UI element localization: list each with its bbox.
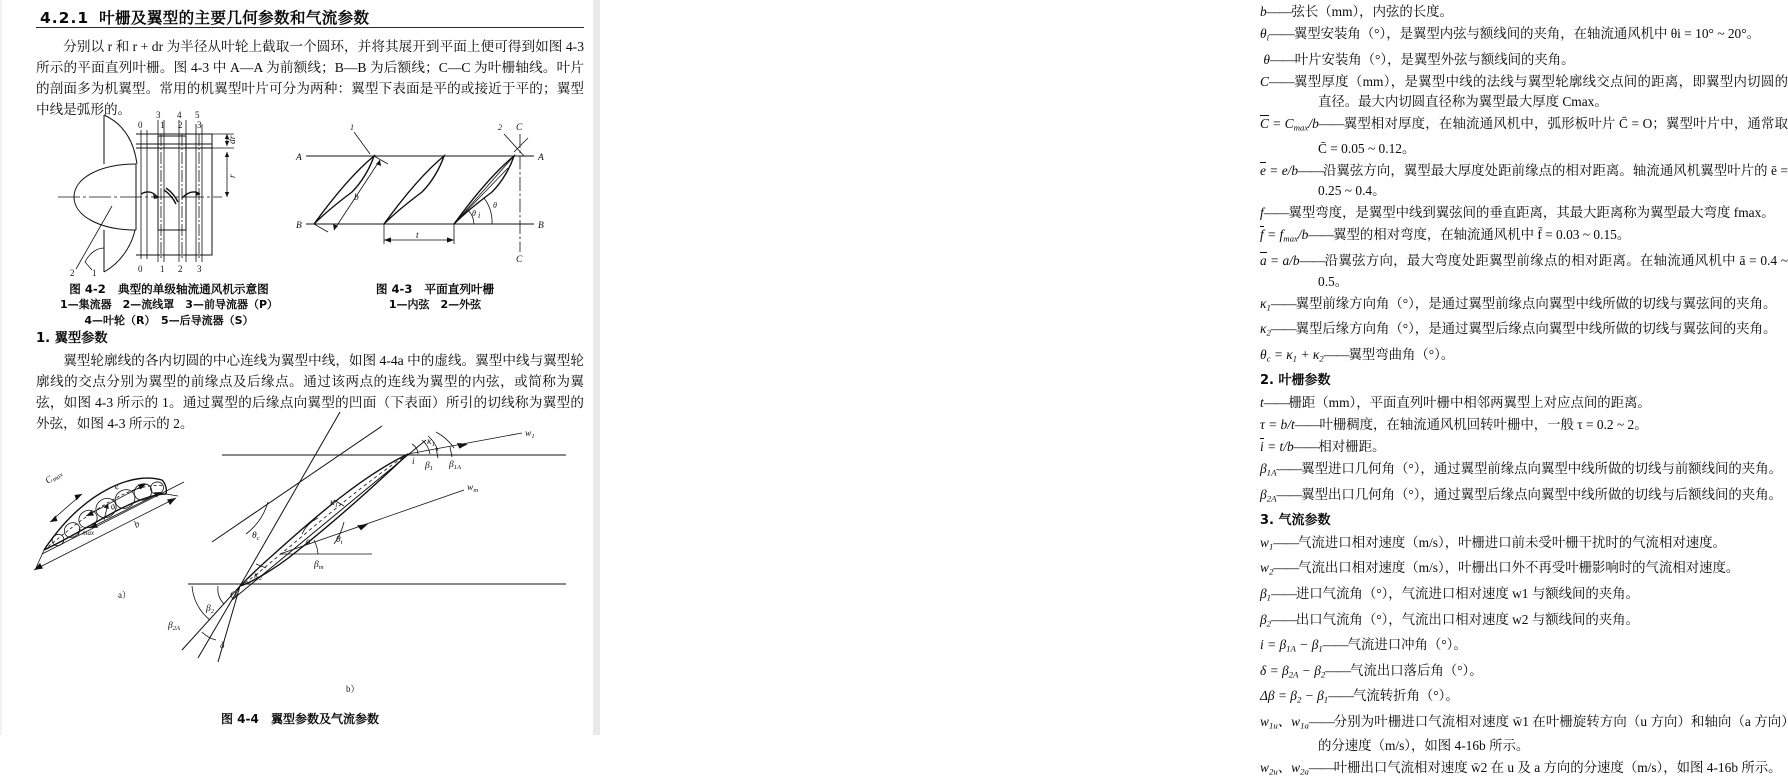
definition-w2-components-body: 叶栅出口气流相对速度 w̄2 在 u 及 a 方向的分速度（m/s），如图 4-16b 所示。 bbox=[1333, 760, 1782, 775]
definition-theta-body: 叶片安装角（°），是翼型外弦与额线间的夹角。 bbox=[1294, 51, 1575, 67]
definition-w1-components-body: 分别为叶栅进口气流相对速度 w̄1 在叶栅旋转方向（u 方向）和轴向（a 方向）的分速度（m/s），如图 4-16b 所示。 bbox=[1318, 713, 1788, 753]
figure-4-4-number: 图 4-4 bbox=[221, 712, 259, 726]
figure-4-3-number: 图 4-3 bbox=[375, 282, 413, 296]
figure-4-4 bbox=[26, 418, 566, 710]
svg-text:w1: $w_1$ bbox=[525, 429, 535, 440]
definition-a-bar-body: 沿翼弦方向，最大弯度处距翼型前缘点的相对距离。在轴流通风机中 ā = 0.4 ~ 0.5。 bbox=[1318, 252, 1788, 289]
svg-text:1: 1 bbox=[160, 264, 165, 274]
definition-item-w1-components: $w_{1u}$、$w_{1a}——$分别为叶栅进口气流相对速度 w̄1 在叶栅旋转方向（u 方向）和轴向（a 方向）的分速度（m/s），如图 4-16b 所示。 bbox=[1260, 713, 1788, 753]
definition-item-theta-i: $\theta_i——$翼型安装角（°），是翼型内弦与额线间的夹角，在轴流通风机中 θi = 10° ~ 20°。 bbox=[1260, 24, 1788, 48]
svg-text:1: 1 bbox=[160, 120, 165, 130]
definition-list bbox=[1260, 2, 1788, 784]
definition-w1-body: 气流进口相对速度（m/s），叶栅进口前未受叶栅干扰时的气流相对速度。 bbox=[1298, 534, 1726, 550]
definition-deviation-body: 气流出口落后角（°）。 bbox=[1350, 662, 1483, 678]
svg-text:A: A bbox=[538, 153, 544, 163]
column-gutter-divider bbox=[593, 0, 600, 735]
term-w1: $w_1$ bbox=[1260, 534, 1274, 552]
figure-4-4-drawing bbox=[26, 418, 566, 710]
svg-text:β2A: $\beta_{2A}$ bbox=[168, 621, 181, 632]
svg-text:1: 1 bbox=[92, 268, 97, 278]
paragraph-intro bbox=[36, 36, 584, 120]
svg-text:2: 2 bbox=[498, 123, 502, 132]
term-beta-2: $\beta_2$ bbox=[1260, 611, 1272, 629]
definition-item-w1: $w_1——$气流进口相对速度（m/s），叶栅进口前未受叶栅干扰时的气流相对速度。 bbox=[1260, 533, 1788, 557]
figure-4-2-legend-1: 1—集流器 2—流线罩 3—前导流器（P） bbox=[59, 298, 279, 311]
svg-text:dr: dr bbox=[228, 135, 238, 144]
svg-text:θ: θ bbox=[493, 201, 497, 210]
definition-item-f: f——翼型弯度，是翼型中线到翼弦间的垂直距离，其最大距离称为翼型最大弯度 fmax。 bbox=[1260, 203, 1788, 224]
definition-item-beta-2A: $\beta_{2A}——$翼型出口几何角（°），通过翼型后缘点向翼型中线所做的切线与后额线间的夹角。 bbox=[1260, 485, 1788, 509]
svg-text:2: 2 bbox=[178, 120, 183, 130]
term-a-bar: a = a/b bbox=[1260, 252, 1300, 268]
svg-text:b: b bbox=[132, 519, 142, 531]
definition-item-C: C——翼型厚度（mm），是翼型中线的法线与翼型轮廓线交点间的距离，即翼型内切圆的直径。最大内切圆直径称为翼型最大厚度 Cmax。 bbox=[1260, 73, 1788, 110]
svg-text:θc: $\theta_c$ bbox=[252, 531, 260, 542]
term-incidence: $i = \beta_{1A} - \beta_1$ bbox=[1260, 637, 1323, 654]
definition-item-turning: $\Delta\beta = \beta_2$ − $\beta_1——$气流转折角（°）。 bbox=[1260, 686, 1788, 710]
definition-e-bar-body: 沿翼弦方向，翼型最大厚度处距前缘点的相对距离。轴流通风机翼型叶片的 ē = 0.25 ~ 0.4。 bbox=[1318, 162, 1788, 199]
svg-text:b）: b） bbox=[346, 684, 360, 694]
svg-text:e: e bbox=[112, 481, 122, 493]
term-w2-components: $w_{2u}$、$w_{2a}$ bbox=[1260, 760, 1309, 777]
left-column bbox=[0, 0, 593, 735]
svg-text:δ: δ bbox=[220, 641, 225, 651]
figure-4-3-drawing bbox=[292, 116, 560, 276]
figure-4-2-title: 典型的单级轴流通风机示意图 bbox=[117, 282, 269, 296]
definition-beta-1-body: 进口气流角（°），气流进口相对速度 w1 与额线间的夹角。 bbox=[1295, 586, 1639, 602]
term-theta-i: $\theta_i$ bbox=[1260, 26, 1270, 43]
svg-text:β1A: $\beta_{1A}$ bbox=[449, 460, 462, 471]
definition-theta-i-body: 翼型安装角（°），是翼型内弦与额线间的夹角，在轴流通风机中 θi = 10° ~ 20°。 bbox=[1293, 26, 1760, 42]
figure-4-2-caption bbox=[44, 281, 294, 329]
definition-item-w2: $w_2——$气流出口相对速度（m/s），叶栅出口外不再受叶栅影响时的气流相对速度。 bbox=[1260, 558, 1788, 582]
term-kappa-2: $\kappa_2$ bbox=[1260, 321, 1271, 338]
term-C-bar: $C = C_{max}/b$ bbox=[1260, 116, 1319, 133]
term-tau: τ = b/t bbox=[1260, 417, 1295, 432]
subheading-flow-params: 3. 气流参数 bbox=[1260, 512, 1331, 528]
definition-item-beta-2: $\beta_2——$出口气流角（°），气流出口相对速度 w2 与额线间的夹角。 bbox=[1260, 610, 1788, 634]
paragraph-airfoil-text: 翼型轮廓线的各内切圆的中心连线为翼型中线，如图 4-4a 中的虚线。翼型中线与翼型轮廓线的交点分别为翼型的前缘点及后缘点。通过该两点的连线为翼型的内弦，或简称为翼弦，如图 4-3 所示的 1。通过翼型的后缘点向翼型的凹面（下表面）所引的切线称为翼型的外弦，如图 4-3 所示的 2。 bbox=[36, 353, 584, 431]
definition-item-kappa-1: $\kappa_1——$翼型前缘方向角（°），是通过翼型前缘点向翼型中线所做的切线与翼弦间的夹角。 bbox=[1260, 294, 1788, 318]
svg-text:B: B bbox=[296, 221, 302, 231]
definition-incidence-body: 气流进口冲角（°）。 bbox=[1347, 637, 1467, 653]
figure-4-3-title: 平面直列叶栅 bbox=[424, 282, 495, 296]
heading-rule bbox=[36, 27, 584, 28]
term-theta-c: $\theta_c = \kappa_1 + \kappa_2$ bbox=[1260, 346, 1324, 364]
svg-text:2: 2 bbox=[70, 268, 75, 278]
term-w1-components: $w_{1u}$、$w_{1a}$ bbox=[1260, 713, 1309, 731]
svg-text:5: 5 bbox=[195, 110, 200, 120]
figure-4-2 bbox=[52, 112, 304, 278]
svg-text:θi: $\theta_i$ bbox=[336, 535, 343, 546]
svg-text:b: b bbox=[354, 193, 359, 203]
svg-text:wm: $w_m$ bbox=[467, 483, 479, 494]
svg-text:A: A bbox=[296, 153, 302, 163]
definition-item-t: t——栅距（mm），平面直列叶栅中相邻两翼型上对应点间的距离。 bbox=[1260, 393, 1788, 414]
svg-text:i: i bbox=[412, 457, 415, 467]
svg-text:C: C bbox=[516, 255, 523, 265]
definition-item-w2-components: $w_{2u}$、$w_{2a}——$叶栅出口气流相对速度 w̄2 在 u 及 a 方向的分速度（m/s），如图 4-16b 所示。 bbox=[1260, 758, 1788, 782]
svg-text:κ2: $\kappa_2$ bbox=[254, 571, 262, 582]
definition-item-theta: θ——叶片安装角（°），是翼型外弦与额线间的夹角。 bbox=[1260, 50, 1788, 71]
section-heading bbox=[40, 6, 570, 28]
svg-text:3: 3 bbox=[156, 110, 161, 120]
definition-item-theta-c: $\theta_c = \kappa_1$ + $\kappa_2——$翼型弯曲角（°）。 bbox=[1260, 345, 1788, 369]
term-beta-2A: $\beta_{2A}$ bbox=[1260, 486, 1277, 504]
definition-item-e-bar: e = e/b——沿翼弦方向，翼型最大厚度处距前缘点的相对距离。轴流通风机翼型叶片的 ē = 0.25 ~ 0.4。 bbox=[1260, 162, 1788, 199]
term-theta: θ bbox=[1263, 51, 1270, 67]
term-beta-1A: $\beta_{1A}$ bbox=[1260, 461, 1277, 478]
figure-4-2-legend-2: 4—叶轮（R） 5—后导流器（S） bbox=[84, 314, 254, 327]
subheading-cascade-params: 2. 叶栅参数 bbox=[1260, 372, 1331, 388]
definition-turning-body: 气流转折角（°）。 bbox=[1352, 688, 1459, 704]
svg-text:Cmax: $C_{max}$ bbox=[43, 471, 65, 487]
figure-4-4-title: 翼型参数及气流参数 bbox=[270, 712, 379, 726]
svg-text:1: 1 bbox=[350, 123, 354, 132]
definition-item-a-bar: a = a/b——沿翼弦方向，最大弯度处距翼型前缘点的相对距离。在轴流通风机中 ā = 0.4 ~ 0.5。 bbox=[1260, 252, 1788, 289]
term-f-bar: $f = f_{max}/b$ bbox=[1260, 227, 1309, 244]
svg-text:βm: $\beta_m$ bbox=[314, 560, 324, 571]
term-kappa-1: $\kappa_1$ bbox=[1260, 295, 1271, 313]
figure-4-4-part-a bbox=[34, 468, 184, 600]
svg-text:α: α bbox=[306, 537, 311, 547]
definition-item-incidence: $i = \beta_{1A}$ − $\beta_1——$气流进口冲角（°）。 bbox=[1260, 635, 1788, 659]
definition-item-C-bar: $C = C_{max}/b——$翼型相对厚度，在轴流通风机中，弧形板叶片 C̄ = O；翼型叶片中，通常取 C̄ = 0.05 ~ 0.12。 bbox=[1260, 116, 1788, 156]
definition-b-body: 弦长（mm），内弦的长度。 bbox=[1291, 4, 1453, 19]
definition-t-body: 栅距（mm），平面直列叶栅中相邻两翼型上对应点间的距离。 bbox=[1288, 394, 1651, 410]
definition-item-deviation: $\delta = \beta_{2A}$ − $\beta_2——$气流出口落后角（°）。 bbox=[1260, 661, 1788, 685]
svg-text:0: 0 bbox=[138, 264, 143, 274]
figure-4-2-drawing bbox=[52, 112, 304, 278]
svg-text:B: B bbox=[538, 221, 544, 231]
figure-4-4-part-b bbox=[167, 412, 566, 694]
svg-text:r: r bbox=[228, 174, 238, 178]
definition-w2-body: 气流出口相对速度（m/s），叶栅出口外不再受叶栅影响时的气流相对速度。 bbox=[1298, 560, 1740, 576]
svg-text:β2: $\beta_2$ bbox=[206, 604, 215, 615]
svg-text:κ1: $\kappa_1$ bbox=[427, 437, 435, 448]
svg-text:4: 4 bbox=[177, 110, 182, 120]
definition-C-bar-body: 翼型相对厚度，在轴流通风机中，弧形板叶片 C̄ = O；翼型叶片中，通常取 C̄ = 0.05 ~ 0.12。 bbox=[1318, 116, 1788, 156]
definition-kappa-2-body: 翼型后缘方向角（°），是通过翼型后缘点向翼型中线所做的切线与翼弦间的夹角。 bbox=[1295, 321, 1777, 337]
svg-text:f max: f max bbox=[78, 527, 95, 537]
svg-text:θ: θ bbox=[472, 209, 476, 218]
figure-4-4-caption bbox=[140, 711, 460, 727]
svg-text:a）: a） bbox=[118, 590, 131, 600]
svg-text:t: t bbox=[416, 231, 419, 241]
section-title: 叶栅及翼型的主要几何参数和气流参数 bbox=[99, 9, 370, 27]
term-C: C bbox=[1260, 73, 1269, 89]
term-e-bar: e = e/b bbox=[1260, 162, 1299, 178]
svg-text:κ1: $\kappa_1$ bbox=[330, 498, 338, 509]
subheading-airfoil-params: 1. 翼型参数 bbox=[36, 331, 108, 346]
right-column bbox=[600, 0, 1788, 777]
svg-text:a: a bbox=[108, 501, 118, 513]
figure-4-3-legend-1: 1—内弦 2—外弦 bbox=[388, 298, 482, 311]
term-f: f bbox=[1260, 205, 1264, 221]
svg-text:3: 3 bbox=[197, 120, 202, 130]
figure-4-3-caption bbox=[320, 281, 550, 313]
term-turning: $\Delta\beta = \beta_2 - \beta_1$ bbox=[1260, 688, 1329, 705]
definition-item-f-bar: $f = f_{max}/b——$翼型的相对弯度，在轴流通风机中 f̄ = 0.03 ~ 0.15。 bbox=[1260, 225, 1788, 249]
definition-item-kappa-2: $\kappa_2——$翼型后缘方向角（°），是通过翼型后缘点向翼型中线所做的切线与翼弦间的夹角。 bbox=[1260, 319, 1788, 343]
definition-beta-1A-body: 翼型进口几何角（°），通过翼型前缘点向翼型中线所做的切线与前额线间的夹角。 bbox=[1301, 461, 1782, 477]
definition-item-b: b——弦长（mm），内弦的长度。 bbox=[1260, 2, 1788, 23]
svg-text:3: 3 bbox=[197, 264, 202, 274]
definition-tau-body: 叶栅稠度，在轴流通风机回转叶栅中，一般 τ = 0.2 ~ 2。 bbox=[1319, 417, 1648, 432]
term-beta-1: $\beta_1$ bbox=[1260, 586, 1272, 603]
definition-C-body: 翼型厚度（mm），是翼型中线的法线与翼型轮廓线交点间的距离，即翼型内切圆的直径。最大内切圆直径称为翼型最大厚度 Cmax。 bbox=[1293, 73, 1788, 110]
term-deviation: $\delta = \beta_{2A} - \beta_2$ bbox=[1260, 662, 1326, 680]
definition-i-bar-body: 相对栅距。 bbox=[1318, 439, 1386, 455]
figure-4-3 bbox=[292, 116, 560, 276]
definition-f-bar-body: 翼型的相对弯度，在轴流通风机中 f̄ = 0.03 ~ 0.15。 bbox=[1333, 227, 1631, 243]
paragraph-intro-text: 分别以 r 和 r + dr 为半径从叶轮上截取一个圆环，并将其展开到平面上便可得到如图 4-3 所示的平面直列叶栅。图 4-3 中 A—A 为前额线；B—B 为后额线；C—C 为叶栅轴线。叶片的剖面多为机翼型。常用的机翼型叶片可分为两种：翼型下表面是平的或接近于平的；翼型中线是弧形的。 bbox=[36, 39, 584, 117]
section-number: 4.2.1 bbox=[40, 9, 90, 27]
term-b: b bbox=[1260, 4, 1267, 19]
svg-text:C: C bbox=[516, 123, 523, 133]
term-i-bar: i = t/b bbox=[1260, 439, 1294, 455]
definition-theta-c-body: 翼型弯曲角（°）。 bbox=[1348, 346, 1455, 362]
definition-item-beta-1: $\beta_1——$进口气流角（°），气流进口相对速度 w1 与额线间的夹角。 bbox=[1260, 584, 1788, 608]
term-t: t bbox=[1260, 394, 1264, 410]
svg-text:i: i bbox=[478, 211, 481, 220]
svg-text:2: 2 bbox=[178, 264, 183, 274]
figure-4-2-number: 图 4-2 bbox=[69, 282, 106, 296]
definition-beta-2-body: 出口气流角（°），气流出口相对速度 w2 与额线间的夹角。 bbox=[1295, 611, 1639, 627]
definition-item-beta-1A: $\beta_{1A}——$翼型进口几何角（°），通过翼型前缘点向翼型中线所做的切线与前额线间的夹角。 bbox=[1260, 459, 1788, 483]
definition-item-i-bar: i = t/b——相对栅距。 bbox=[1260, 437, 1788, 458]
definition-kappa-1-body: 翼型前缘方向角（°），是通过翼型前缘点向翼型中线所做的切线与翼弦间的夹角。 bbox=[1295, 295, 1777, 311]
definition-beta-2A-body: 翼型出口几何角（°），通过翼型后缘点向翼型中线所做的切线与后额线间的夹角。 bbox=[1301, 486, 1782, 502]
term-w2: $w_2$ bbox=[1260, 560, 1274, 577]
definition-f-body: 翼型弯度，是翼型中线到翼弦间的垂直距离，其最大距离称为翼型最大弯度 fmax。 bbox=[1288, 205, 1775, 221]
svg-text:β1: $\beta_1$ bbox=[425, 461, 434, 472]
svg-text:O: O bbox=[230, 591, 237, 601]
definition-item-tau: τ = b/t——叶栅稠度，在轴流通风机回转叶栅中，一般 τ = 0.2 ~ 2。 bbox=[1260, 415, 1788, 436]
svg-text:0: 0 bbox=[138, 120, 143, 130]
